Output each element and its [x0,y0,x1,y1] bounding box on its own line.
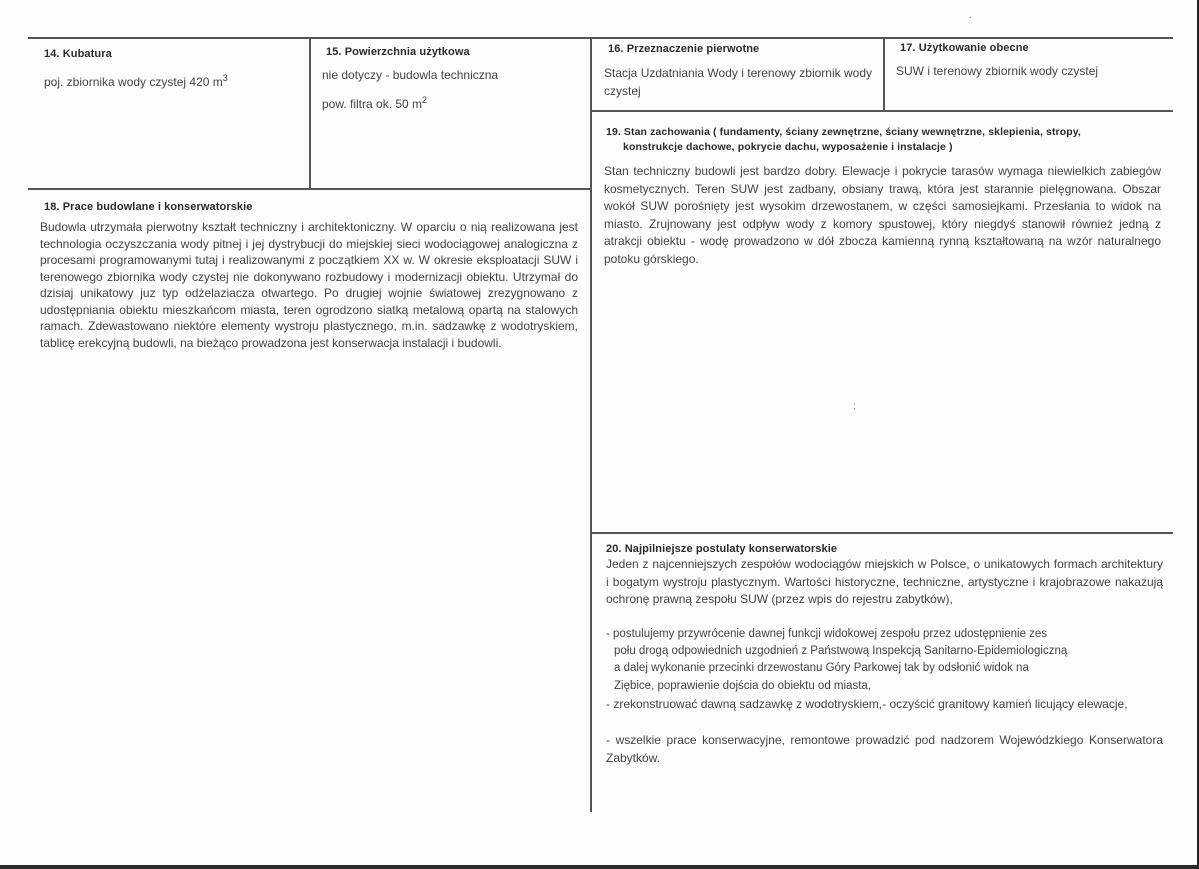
top-border-line [28,37,1173,39]
section-20-item2: - zrekonstruować dawną sadzawkę z wodotryskiem,- oczyścić granitowy kamień licujący elewacje, [606,697,1128,711]
section-20-item1-line1: - postulujemy przywrócenie dawnej funkcji widokowej zespołu przez udostępnienie zes [606,628,1048,640]
section-20-item1-line4: Ziębice, poprawienie dojścia do obiektu od miasta, [614,680,871,692]
line-above-20 [592,532,1173,534]
section-14-text [44,70,299,92]
line-above-18 [28,188,590,190]
scan-speck-middle: : [853,401,856,412]
section-17-text: SUW i terenowy zbiornik wody czystej [896,64,1099,78]
bottom-edge [0,865,1199,869]
section-16-label: 16. Przeznaczenie pierwotne [608,43,760,55]
section-20-para1: Jeden z najcenniejszych zespołów wodociągów miejskich w Polsce, o unikatowych formach architektury i bogatym wystroju plastycznym. Wartości historyczne, techniczne, artystyczne i krajobrazowe nakazują ochronę prawną zespołu SUW (przez wpis do rejestru zabytków), [606,557,1163,606]
section-18-text: Budowla utrzymała pierwotny kształt techniczny i architektoniczny. W oparciu o nią realizowana jest technologia oczyszczania wody pitnej i jej dystrybucji do miejskiej sieci wodociągowej analogiczna z procesami programowanymi tutaj i realizowanymi z początkiem XX w. W okresie eksploatacji SUW i terenowego zbiornika wody czystej nie dokonywano rozbudowy i modernizacji obiektu. Utrzymał do dzisiaj unikatowy juz typ odżelaziacza otwartego. Po drugiej wojnie światowej zrezygnowano z udostępniania obiektu mieszkańcom miasta, teren ogrodzono siatką metalową opartą na stalowych ramach. Zdewastowano niektóre elementy wystroju plastycznego, m.in. sadzawkę z wodotryskiem, tablicę erekcyjną budowli, na bieżąco prowadzona jest konserwacja instalacji i budowli. [40,220,578,350]
section-18-label: 18. Prace budowlane i konserwatorskie [44,201,253,213]
section-19-label-line1: 19. Stan zachowania ( fundamenty, ściany zewnętrzne, ściany wewnętrzne, sklepienia, stropy, [606,126,1081,138]
section-15-line1: nie dotyczy - budowla techniczna [322,68,499,82]
divider-15-16 [590,37,592,812]
scan-speck-top: . [969,10,972,21]
section-15-value: pow. filtra ok. 50 m [322,97,423,111]
line-below-16-17 [592,110,1173,112]
section-15-line2 [322,92,582,114]
section-16-text: Stacja Uzdatniania Wody i terenowy zbiornik wody czystej [604,66,872,98]
section-15-label: 15. Powierzchnia użytkowa [326,46,470,58]
section-19-label-line2: konstrukcje dachowe, pokrycie dachu, wyposażenie i instalacje ) [623,141,953,153]
section-14-value: poj. zbiornika wody czystej 420 m [44,75,223,89]
section-19-text: Stan techniczny budowli jest bardzo dobry. Elewacje i pokrycie tarasów wymaga niewielkich zabiegów kosmetycznych. Teren SUW jest zadbany, obsiany trawą, która jest starannie pielęgnowana. Obszar wokół SUW porośnięty jest wysokim drzewostanem, w części samosiejkami. Przesłania to widok na miasto. Zrujnowany jest odpływ wody z komory spustowej, który niegdyś stanowił również jedną z atrakcji obiektu - wodę prowadzono w dół zbocza kamienną rynną kształtowaną na wzór naturalnego potoku górskiego. [604,164,1161,266]
section-20-item1-line3: a dalej wykonanie przecinki drzewostanu Góry Parkowej tak by odsłonić widok na [614,662,1029,674]
divider-16-17 [883,37,885,111]
section-20-item3: - wszelkie prace konserwacyjne, remontowe prowadzić pod nadzorem Wojewódzkiego Konserwatora Zabytków. [606,733,1163,765]
section-17-label: 17. Użytkowanie obecne [900,42,1029,54]
section-14-label: 14. Kubatura [44,48,112,60]
section-20-item1-line2: połu drogą odpowiednich uzgodnień z Państwową Inspekcją Sanitarno-Epidemiologiczną [614,645,1068,657]
section-14-unit-sup: 3 [222,73,228,83]
section-20-label: 20. Najpilniejsze postulaty konserwatorskie [606,543,838,555]
section-15-unit-sup: 2 [422,95,428,105]
divider-14-15 [309,37,311,189]
